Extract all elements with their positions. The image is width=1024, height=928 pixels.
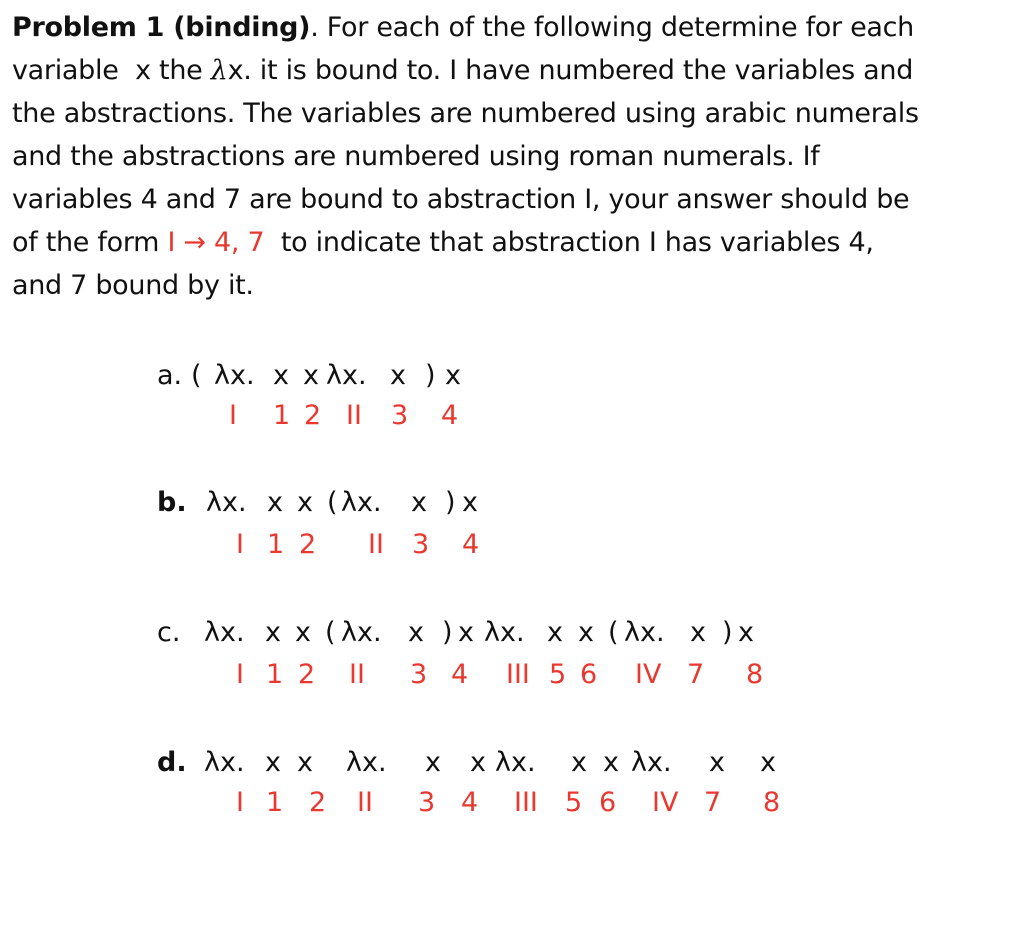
- variable-number: 1: [266, 659, 284, 690]
- expr-token: x: [709, 747, 725, 778]
- abstraction-number: II: [349, 659, 365, 690]
- example-variables: → 4, 7: [183, 227, 265, 258]
- statement-text: variables 4 and 7 are bound to abstraction I, your answer should be: [12, 184, 910, 215]
- expr-token: λx.: [214, 360, 255, 391]
- problem-statement: [12, 6, 1016, 307]
- example-abstraction: I: [167, 227, 184, 258]
- expr-token: λx.: [624, 617, 665, 648]
- part-label: d.: [157, 747, 187, 778]
- variable-number: 1: [273, 400, 291, 431]
- expr-token: (: [325, 617, 336, 648]
- expr-token: (: [191, 360, 202, 391]
- variable-number: 4: [451, 659, 469, 690]
- expr-token: λx.: [326, 360, 367, 391]
- variable-number: 3: [391, 400, 409, 431]
- expr-token: x: [295, 617, 311, 648]
- expr-token: (: [608, 617, 619, 648]
- variable-number: 2: [299, 529, 317, 560]
- expr-token: x: [470, 747, 486, 778]
- part-label: c.: [157, 617, 181, 648]
- expr-token: x: [265, 617, 281, 648]
- expr-token: ): [442, 617, 453, 648]
- variable-number: 8: [763, 787, 781, 818]
- variable-number: 1: [267, 529, 285, 560]
- part-a-numbering: [0, 396, 1024, 436]
- statement-line-1: Problem 1 (binding). For each of the following determine for each: [12, 12, 914, 43]
- expr-token: λx.: [204, 747, 245, 778]
- statement-line-7: [12, 264, 1016, 307]
- variable-number: 2: [304, 400, 322, 431]
- statement-text: variable x the: [12, 55, 211, 86]
- expr-token: (: [327, 487, 338, 518]
- expr-token: λx.: [484, 617, 525, 648]
- statement-text: the abstractions. The variables are numbered using arabic numerals: [12, 98, 919, 129]
- expr-token: x: [578, 617, 594, 648]
- part-b-expression: [0, 483, 1024, 523]
- expr-token: x: [425, 747, 441, 778]
- statement-text: x. it is bound to. I have numbered the variables and: [227, 55, 914, 86]
- statement-line-6: [12, 221, 1016, 264]
- variable-number: 4: [441, 400, 459, 431]
- expr-token: ): [425, 360, 436, 391]
- abstraction-number: III: [506, 659, 530, 690]
- expr-token: x: [267, 487, 283, 518]
- expr-token: x: [303, 360, 319, 391]
- variable-number: 5: [565, 787, 583, 818]
- abstraction-number: I: [236, 787, 244, 818]
- expr-token: x: [265, 747, 281, 778]
- variable-number: 8: [746, 659, 764, 690]
- expr-token: x: [547, 617, 563, 648]
- statement-text: and the abstractions are numbered using roman numerals. If: [12, 141, 820, 172]
- expr-token: x: [297, 487, 313, 518]
- expr-token: x: [760, 747, 776, 778]
- variable-number: 6: [580, 659, 598, 690]
- part-d-expression: [0, 743, 1024, 783]
- problem-title: Problem 1 (binding): [12, 12, 311, 43]
- variable-number: 3: [418, 787, 436, 818]
- abstraction-number: I: [236, 659, 244, 690]
- variable-number: 7: [687, 659, 705, 690]
- variable-number: 1: [266, 787, 284, 818]
- expr-token: λx.: [206, 487, 247, 518]
- variable-number: 4: [462, 529, 480, 560]
- variable-number: 3: [410, 659, 428, 690]
- part-label: b.: [157, 487, 187, 518]
- expr-token: x: [603, 747, 619, 778]
- expr-token: λx.: [346, 747, 387, 778]
- abstraction-number: II: [346, 400, 362, 431]
- abstraction-number: IV: [652, 787, 679, 818]
- expr-token: x: [445, 360, 461, 391]
- statement-text: to indicate that abstraction I has variables 4,: [264, 227, 874, 258]
- statement-line-2: [12, 49, 1016, 92]
- expr-token: λx.: [495, 747, 536, 778]
- part-a-expression: [0, 356, 1024, 396]
- part-d-numbering: [0, 783, 1024, 823]
- abstraction-number: III: [514, 787, 538, 818]
- variable-number: 5: [549, 659, 567, 690]
- variable-number: 7: [704, 787, 722, 818]
- expr-token: λx.: [631, 747, 672, 778]
- statement-text: For each of the following determine for each: [326, 12, 914, 43]
- abstraction-number: II: [357, 787, 373, 818]
- part-b-numbering: [0, 525, 1024, 565]
- expr-token: x: [462, 487, 478, 518]
- abstraction-number: IV: [635, 659, 662, 690]
- expr-token: x: [411, 487, 427, 518]
- expr-token: x: [571, 747, 587, 778]
- variable-number: 3: [412, 529, 430, 560]
- variable-number: 4: [461, 787, 479, 818]
- expr-token: x: [390, 360, 406, 391]
- expr-token: x: [738, 617, 754, 648]
- part-c-numbering: [0, 655, 1024, 695]
- statement-text: of the form: [12, 227, 168, 258]
- statement-line-5: [12, 178, 1016, 221]
- abstraction-number: I: [236, 529, 244, 560]
- statement-line-3: [12, 92, 1016, 135]
- expr-token: x: [458, 617, 474, 648]
- variable-number: 6: [599, 787, 617, 818]
- variable-number: 2: [298, 659, 316, 690]
- statement-line-4: [12, 135, 1016, 178]
- expr-token: ): [445, 487, 456, 518]
- expr-token: λx.: [341, 617, 382, 648]
- expr-token: ): [722, 617, 733, 648]
- expr-token: λx.: [204, 617, 245, 648]
- abstraction-number: II: [368, 529, 384, 560]
- part-c-expression: [0, 613, 1024, 653]
- expr-token: x: [690, 617, 706, 648]
- part-label: a.: [157, 360, 183, 391]
- expr-token: x: [273, 360, 289, 391]
- variable-number: 2: [309, 787, 327, 818]
- abstraction-number: I: [229, 400, 237, 431]
- expr-token: x: [297, 747, 313, 778]
- statement-text: and 7 bound by it.: [12, 270, 254, 301]
- lambda-symbol: λ: [210, 55, 228, 86]
- expr-token: λx.: [341, 487, 382, 518]
- expr-token: x: [408, 617, 424, 648]
